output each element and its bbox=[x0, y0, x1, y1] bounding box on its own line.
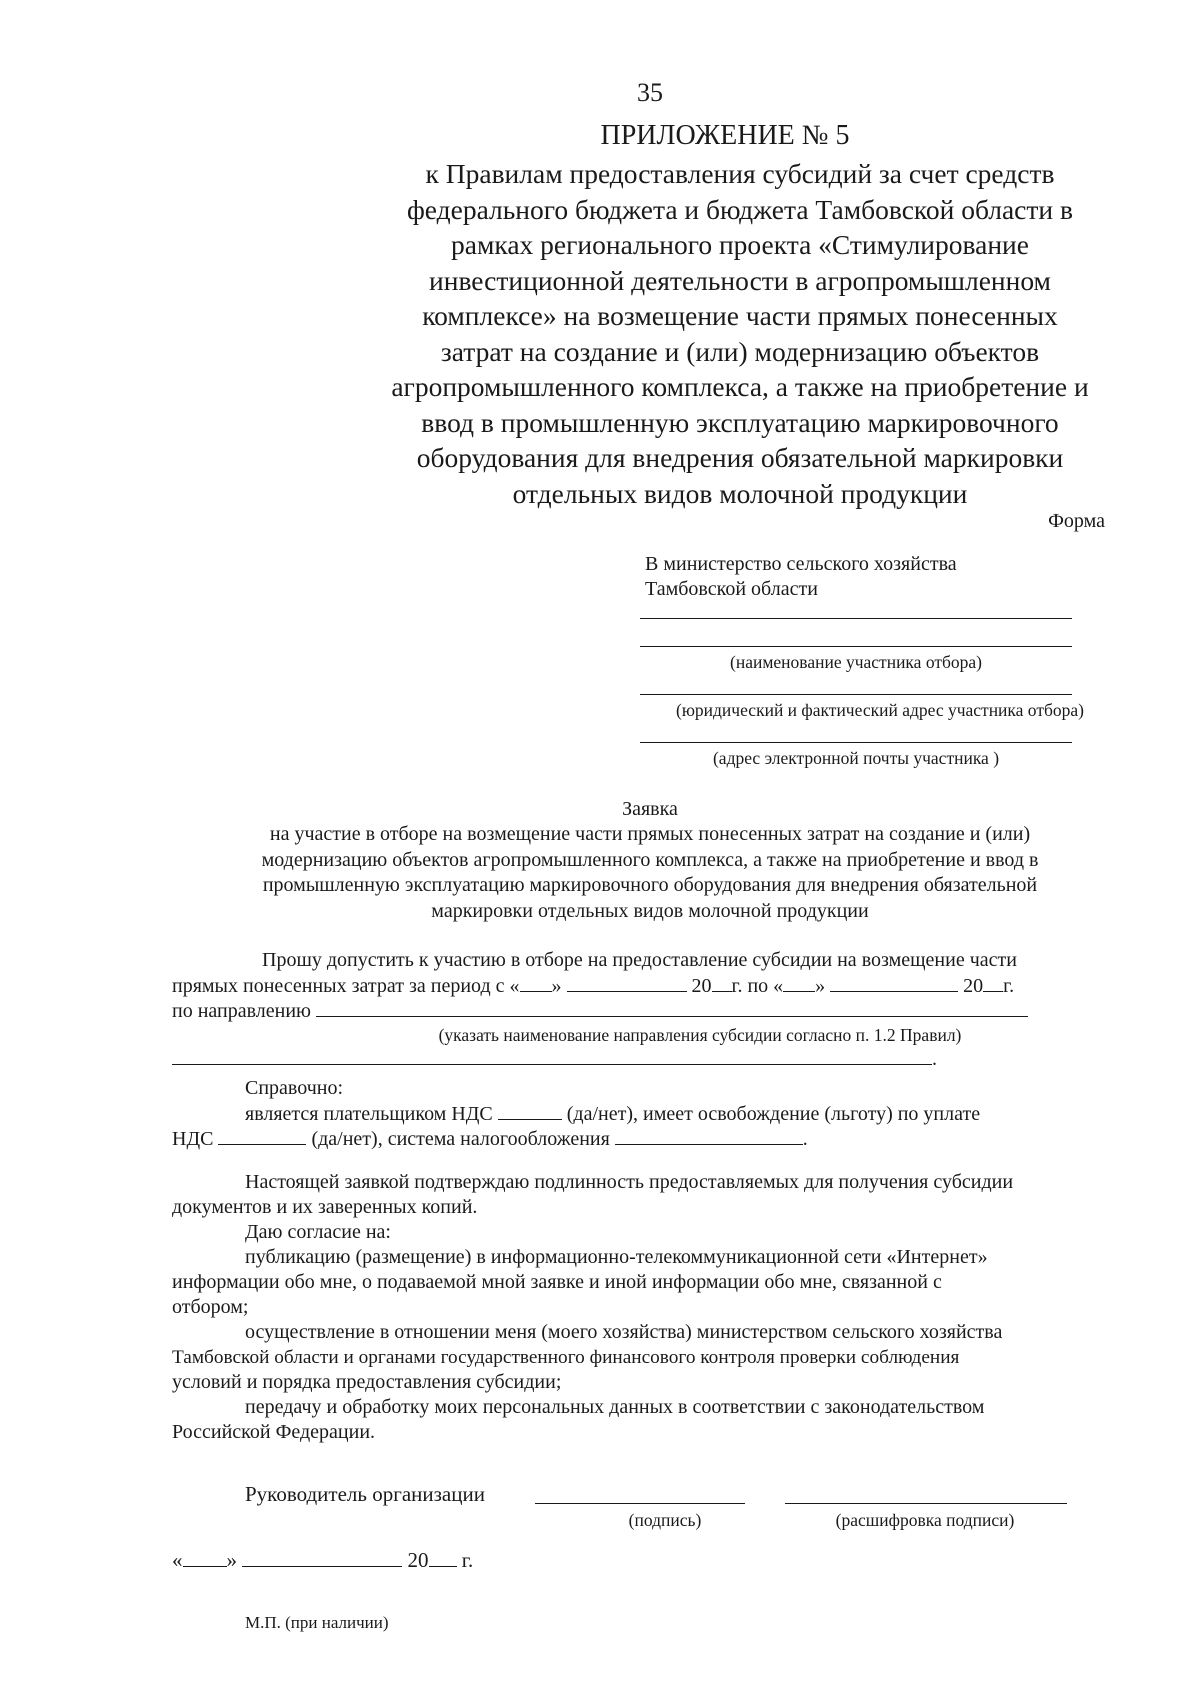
addressee bbox=[645, 552, 957, 602]
participant-name-field-2[interactable] bbox=[640, 646, 1072, 647]
appendix-subtitle bbox=[380, 156, 1100, 511]
tax-system-label: (да/нет), система налогообложения bbox=[311, 1128, 610, 1150]
confirmation-line-2: документов и их заверенных копий. bbox=[172, 1196, 478, 1218]
appendix-line: отдельных видов молочной продукции bbox=[512, 477, 968, 509]
form-label: Форма bbox=[1048, 510, 1105, 532]
quote-open: « bbox=[172, 1548, 183, 1572]
appendix-line: ввод в промышленную эксплуатацию маркировочного bbox=[421, 406, 1059, 438]
direction-field[interactable] bbox=[316, 998, 1028, 1017]
year-prefix: 20 bbox=[691, 975, 712, 997]
participant-address-caption: (юридический и фактический адрес участника отбора) bbox=[676, 700, 1084, 720]
period-end-month-field[interactable] bbox=[830, 973, 958, 992]
vat-label: НДС bbox=[172, 1128, 214, 1150]
consent-item-1-line: информации обо мне, о подаваемой мной заявке и иной информации обо мне, связанной с bbox=[172, 1271, 942, 1293]
consent-item-1-line: отбором; bbox=[172, 1296, 249, 1318]
appendix-line: комплексе» на возмещение части прямых понесенных bbox=[422, 300, 1058, 331]
period-start-month-field[interactable] bbox=[567, 973, 687, 992]
request-period-to: г. по « bbox=[731, 975, 784, 997]
consent-title: Даю согласие на: bbox=[245, 1221, 391, 1243]
period-start-day-field[interactable] bbox=[520, 973, 552, 992]
period-end-day-field[interactable] bbox=[783, 973, 815, 992]
application-title: Заявка bbox=[622, 798, 678, 820]
appendix-line: федерального бюджета и бюджета Тамбовской области в bbox=[406, 193, 1073, 225]
signature-decode-caption: (расшифровка подписи) bbox=[835, 1510, 1015, 1530]
reference-title: Справочно: bbox=[245, 1077, 344, 1099]
direction-hint: (указать наименование направления субсидии согласно п. 1.2 Правил) bbox=[438, 1025, 962, 1045]
appendix-title: ПРИЛОЖЕНИЕ № 5 bbox=[600, 120, 850, 151]
vat-payer-field[interactable] bbox=[498, 1101, 562, 1120]
participant-address-field[interactable] bbox=[640, 694, 1072, 695]
appendix-line: агропромышленного комплекса, а также на приобретение и bbox=[391, 371, 1089, 402]
direction-field-continued[interactable] bbox=[172, 1046, 932, 1065]
signature-date-year-field[interactable] bbox=[429, 1548, 457, 1567]
appendix-line: рамках регионального проекта «Стимулирование bbox=[451, 229, 1029, 260]
application-subtitle-line: на участие в отборе на возмещение части прямых понесенных затрат на создание и (или) bbox=[269, 823, 1031, 845]
year-prefix: 20 bbox=[407, 1548, 429, 1572]
application-subtitle-line: промышленную эксплуатацию маркировочного оборудования для внедрения обязательной bbox=[262, 874, 1038, 896]
appendix-line: затрат на создание и (или) модернизацию объектов bbox=[440, 335, 1040, 367]
consent-item-3-line: передачу и обработку моих персональных данных в соответствии с законодательством bbox=[245, 1396, 985, 1418]
signature-date-month-field[interactable] bbox=[242, 1548, 402, 1567]
period-start-year-field[interactable] bbox=[712, 973, 732, 992]
request-line-4 bbox=[172, 1046, 937, 1072]
vat-exemption-label: (да/нет), имеет освобождение (льготу) по уплате bbox=[566, 1103, 981, 1125]
signature-date-day-field[interactable] bbox=[183, 1548, 227, 1567]
request-line-1: Прошу допустить к участию в отборе на предоставление субсидии на возмещение части bbox=[262, 949, 1017, 971]
signature-caption: (подпись) bbox=[628, 1510, 702, 1530]
request-line-3 bbox=[172, 998, 1028, 1024]
appendix-line: инвестиционной деятельности в агропромышленном bbox=[429, 264, 1051, 296]
direction-label: по направлению bbox=[172, 1000, 311, 1022]
quote-close: » bbox=[815, 975, 826, 997]
vat-payer-label: является плательщиком НДС bbox=[245, 1103, 493, 1125]
consent-item-2-line: осуществление в отношении меня (моего хозяйства) министерством сельского хозяйства bbox=[245, 1321, 1003, 1343]
signature-head-label: Руководитель организации bbox=[245, 1482, 485, 1506]
quote-close: » bbox=[551, 975, 562, 997]
consent-item-2-line: Тамбовской области и органами государственного финансового контроля проверки соблюдения bbox=[172, 1347, 960, 1368]
signature-decode-field[interactable] bbox=[785, 1503, 1067, 1504]
participant-email-caption: (адрес электронной почты участника ) bbox=[712, 748, 1000, 768]
consent-item-2-line: условий и порядка предоставления субсидии; bbox=[172, 1371, 562, 1393]
year-suffix: г. bbox=[1003, 975, 1015, 997]
vat-exemption-field[interactable] bbox=[218, 1126, 306, 1145]
consent-item-3-line: Российской Федерации. bbox=[172, 1421, 376, 1443]
period-end-year-field[interactable] bbox=[983, 973, 1003, 992]
year-suffix: г. bbox=[461, 1548, 474, 1572]
stamp-label: М.П. (при наличии) bbox=[245, 1613, 389, 1632]
tax-system-field[interactable] bbox=[615, 1126, 803, 1145]
participant-name-field-1[interactable] bbox=[640, 618, 1072, 619]
period-dot: . bbox=[932, 1048, 937, 1070]
request-line-2 bbox=[172, 973, 1014, 999]
consent-item-1-line: публикацию (размещение) в информационно-телекоммуникационной сети «Интернет» bbox=[245, 1246, 988, 1268]
confirmation-line-1: Настоящей заявкой подтверждаю подлинность предоставляемых для получения субсидии bbox=[245, 1171, 1014, 1193]
reference-line-1 bbox=[245, 1101, 1125, 1127]
reference-line-2 bbox=[172, 1126, 808, 1152]
participant-email-field[interactable] bbox=[640, 742, 1072, 743]
year-prefix: 20 bbox=[963, 975, 984, 997]
appendix-line: оборудования для внедрения обязательной маркировки bbox=[416, 442, 1064, 473]
request-period-text: прямых понесенных затрат за период с « bbox=[172, 975, 520, 997]
participant-name-caption: (наименование участника отбора) bbox=[730, 652, 982, 672]
page-number: 35 bbox=[637, 78, 663, 107]
signature-date-line bbox=[172, 1548, 473, 1573]
application-subtitle-line: модернизацию объектов агропромышленного комплекса, а также на приобретение и ввод в bbox=[261, 848, 1039, 871]
application-subtitle bbox=[170, 822, 1130, 924]
addressee-line: Тамбовской области bbox=[645, 578, 818, 600]
appendix-line: к Правилам предоставления субсидий за счет средств bbox=[425, 158, 1055, 189]
signature-field[interactable] bbox=[535, 1503, 745, 1504]
application-subtitle-line: маркировки отдельных видов молочной продукции bbox=[431, 899, 869, 922]
quote-close: » bbox=[226, 1548, 237, 1572]
addressee-line: В министерство сельского хозяйства bbox=[645, 553, 957, 575]
period-dot: . bbox=[802, 1128, 808, 1150]
